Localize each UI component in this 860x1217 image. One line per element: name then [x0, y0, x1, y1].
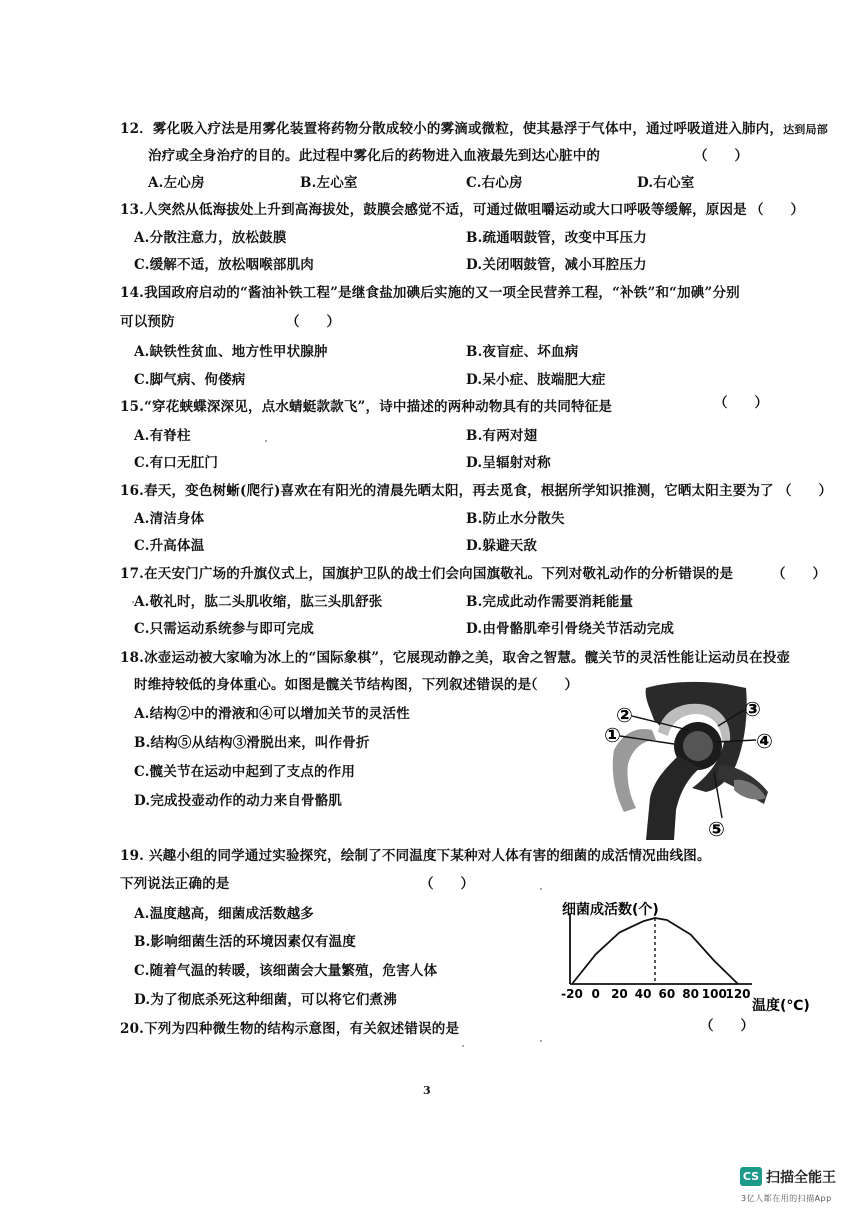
q16-option-a: A.清洁身体	[134, 511, 205, 527]
q19-option-c: C.随着气温的转暖，该细菌会大量繁殖，危害人体	[134, 963, 438, 979]
q18-option-b: B.结构⑤从结构③滑脱出来，叫作骨折	[134, 735, 370, 751]
scan-speck	[265, 440, 267, 442]
scan-speck	[540, 1040, 542, 1042]
q14-option-d: D.呆小症、肢端肥大症	[466, 372, 606, 388]
camscanner-brand: 扫描全能王	[766, 1170, 836, 1186]
camscanner-logo-icon: CS	[740, 1167, 762, 1186]
q16-stem-line1: 16.春天，变色树蜥(爬行)喜欢在有阳光的清晨先晒太阳，再去觅食，根据所学知识推测，它晒太阳主要为了	[120, 483, 774, 499]
q13-stem-line1: 13.人突然从低海拔处上升到高海拔处，鼓膜会感觉不适，可通过做咀嚼运动或大口呼吸等缓解，原因是	[120, 202, 747, 218]
q14-option-a: A.缺铁性贫血、地方性甲状腺肿	[134, 344, 328, 360]
chart-x-tick-label: 0	[591, 987, 600, 1001]
femoral-head-cartilage	[683, 731, 713, 761]
q12-option-a: A.左心房	[148, 175, 205, 191]
chart-x-tick-label: 120	[725, 987, 751, 1001]
q17-option-c: C.只需运动系统参与即可完成	[134, 621, 315, 637]
q17-option-a: A.敬礼时，肱二头肌收缩，肱三头肌舒张	[134, 594, 383, 610]
label-5: ⑤	[708, 817, 725, 840]
q18-stem-line2: 时维持较低的身体重心。如图是髋关节结构图，下列叙述错误的是	[134, 677, 532, 693]
chart-x-tick-label: 100	[701, 987, 727, 1001]
q13-option-c: C.缓解不适，放松咽喉部肌肉	[134, 257, 315, 273]
chart-xlabel: 温度(℃)	[752, 998, 810, 1014]
scan-speck	[540, 888, 542, 890]
q19-stem-line1: 19. 兴趣小组的同学通过实验探究，绘制了不同温度下某种对人体有害的细菌的成活情况曲线图。	[120, 848, 711, 864]
q14-option-b: B.夜盲症、坏血病	[466, 344, 579, 360]
q16-answer-paren: （ ）	[778, 483, 832, 499]
q12-option-d: D.右心室	[637, 175, 695, 191]
page-number: 3	[423, 1084, 431, 1097]
q15-option-c: C.有口无肛门	[134, 455, 219, 471]
q14-answer-paren: （ ）	[286, 314, 340, 330]
q19-option-d: D.为了彻底杀死这种细菌，可以将它们煮沸	[134, 992, 397, 1008]
q20-stem-line1: 20.下列为四种微生物的结构示意图，有关叙述错误的是	[120, 1021, 460, 1037]
q17-answer-paren: （ ）	[772, 566, 826, 582]
camscanner-tagline: 3亿人都在用的扫描App	[741, 1194, 832, 1203]
q14-option-c: C.脚气病、佝偻病	[134, 372, 246, 388]
q17-stem-line1: 17.在天安门广场的升旗仪式上，国旗护卫队的战士们会向国旗敬礼。下列对敬礼动作的分析错误的是	[120, 566, 734, 582]
q18-answer-paren: （ ）	[524, 677, 578, 693]
label-3: ③	[744, 697, 761, 721]
q12-option-c: C.右心房	[466, 175, 523, 191]
label-2: ②	[616, 703, 633, 727]
q15-option-d: D.呈辐射对称	[466, 455, 551, 471]
q12-stem-line1: 12．雾化吸入疗法是用雾化装置将药物分散成较小的雾滴或微粒，使其悬浮于气体中，通过呼吸道进入肺内，达到局部	[120, 121, 828, 137]
q19-answer-paren: （ ）	[420, 876, 474, 892]
hip-joint-figure	[596, 680, 786, 840]
q14-stem-line2: 可以预防	[120, 314, 175, 330]
q18-option-c: C.髋关节在运动中起到了支点的作用	[134, 764, 356, 780]
q13-option-a: A.分散注意力，放松鼓膜	[134, 230, 287, 246]
scan-speck	[132, 601, 134, 603]
q16-option-d: D.躲避天敌	[466, 538, 538, 554]
q15-answer-paren: （ ）	[714, 395, 768, 411]
q18-option-d: D.完成投壶动作的动力来自骨骼肌	[134, 793, 343, 809]
label-1: ①	[604, 723, 621, 747]
q17-option-d: D.由骨骼肌牵引骨绕关节活动完成	[466, 621, 675, 637]
q20-answer-paren: （ ）	[700, 1018, 754, 1034]
chart-x-tick-label: 20	[611, 987, 628, 1001]
chart-ylabel: 细菌成活数(个)	[562, 902, 659, 918]
q19-stem-line2: 下列说法正确的是	[120, 876, 230, 892]
chart-x-tick-label: -20	[561, 987, 583, 1001]
q12-answer-paren: （ ）	[694, 148, 748, 164]
q13-option-d: D.关闭咽鼓管，减小耳腔压力	[466, 257, 647, 273]
q13-answer-paren: （ ）	[750, 202, 804, 218]
q15-option-b: B.有两对翅	[466, 428, 538, 444]
scan-speck	[462, 1045, 464, 1047]
q12-stem-line2: 治疗或全身治疗的目的。此过程中雾化后的药物进入血液最先到达心脏中的	[148, 148, 601, 164]
q19-option-a: A.温度越高，细菌成活数越多	[134, 906, 314, 922]
chart-x-tick-label: 40	[634, 987, 652, 1001]
chart-x-tick-label: 60	[658, 987, 676, 1001]
q17-option-b: B.完成此动作需要消耗能量	[466, 594, 634, 610]
chart-x-tick-label: 80	[682, 987, 699, 1001]
label-4: ④	[756, 729, 773, 753]
q14-stem-line1: 14.我国政府启动的“酱油补铁工程”是继食盐加碘后实施的又一项全民营养工程，“补铁”和“加碘”分别	[120, 285, 740, 301]
q12-option-b: B.左心室	[300, 175, 358, 191]
bacteria-survival-chart	[560, 896, 822, 1018]
q15-stem-line1: 15.“穿花蛱蝶深深见，点水蜻蜓款款飞”，诗中描述的两种动物具有的共同特征是	[120, 399, 613, 415]
q15-option-a: A.有脊柱	[134, 428, 191, 444]
femur-shaft	[646, 756, 700, 840]
q16-option-b: B.防止水分散失	[466, 511, 565, 527]
q18-option-a: A.结构②中的滑液和④可以增加关节的灵活性	[134, 706, 410, 722]
q19-option-b: B.影响细菌生活的环境因素仅有温度	[134, 934, 357, 950]
q16-option-c: C.升高体温	[134, 538, 205, 554]
q13-option-b: B.疏通咽鼓管，改变中耳压力	[466, 230, 647, 246]
q18-stem-line1: 18.冰壶运动被大家喻为冰上的“国际象棋”，它展现动静之美，取舍之智慧。髋关节的灵活性能让运动员在投壶	[120, 650, 791, 666]
